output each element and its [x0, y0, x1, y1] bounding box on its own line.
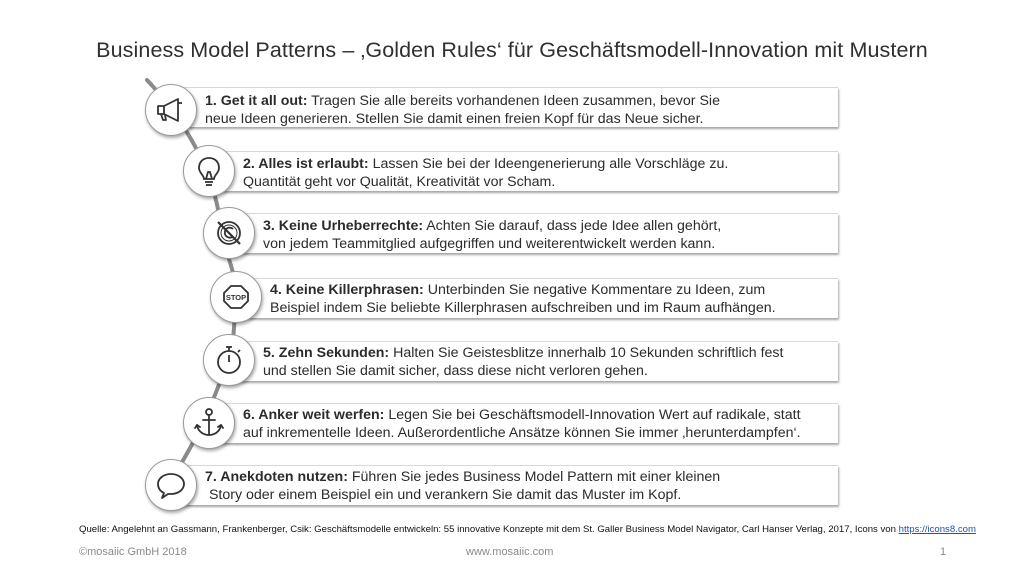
rule-line1-7: Führen Sie jedes Business Model Pattern mit einer kleinen	[347, 469, 721, 485]
rule-title-2: 2. Alles ist erlaubt:	[243, 156, 369, 172]
rule-line2-6: auf inkrementelle Ideen. Außerordentliche Ansätze können Sie immer ‚herunterdampfen‘.	[243, 425, 801, 441]
rule-line1-4: Unterbinden Sie negative Kommentare zu Ideen, zum	[423, 282, 766, 298]
stop-sign-icon	[211, 272, 261, 322]
rule-line2-5: und stellen Sie damit sicher, dass diese nicht verloren gehen.	[263, 363, 648, 379]
rule-line1-3: Achten Sie darauf, dass jede Idee allen gehört,	[423, 218, 722, 234]
icons8-link[interactable]: https://icons8.com	[898, 524, 976, 535]
stop-sign-label: STOP	[225, 293, 247, 302]
rule-title-7: 7. Anekdoten nutzen:	[205, 469, 348, 485]
rule-icon-circle-7	[145, 459, 197, 511]
rule-icon-circle-1	[145, 84, 197, 136]
rule-line1-5: Halten Sie Geistesblitze innerhalb 10 Sekunden schriftlich fest	[389, 345, 784, 361]
rule-title-5: 5. Zehn Sekunden:	[263, 345, 390, 361]
stopwatch-icon	[204, 335, 254, 385]
megaphone-icon	[146, 85, 196, 135]
page-title: Business Model Patterns – ‚Golden Rules‘ für Geschäftsmodell-Innovation mit Mustern	[96, 38, 928, 62]
rule-text-1	[205, 92, 720, 128]
footer-website: www.mosaiic.com	[466, 546, 554, 558]
rule-text-6	[243, 406, 801, 442]
rule-title-6: 6. Anker weit werfen:	[243, 407, 385, 423]
speech-bubble-icon	[146, 460, 196, 510]
source-citation	[79, 524, 976, 535]
rule-line1-2: Lassen Sie bei der Ideengenerierung alle Vorschläge zu.	[368, 156, 729, 172]
rule-text-3	[263, 217, 721, 253]
rule-text-7	[205, 468, 720, 504]
rule-text-4	[270, 281, 776, 317]
rule-line2-3: von jedem Teammitglied aufgegriffen und weiterentwickelt werden kann.	[263, 236, 716, 252]
source-text: Quelle: Angelehnt an Gassmann, Frankenberger, Csik: Geschäftsmodelle entwickeln: 55 innovative Konzepte mit dem St. Galler Business Model Navigator, Carl Hanser Verlag, 2017, Icons von	[79, 524, 899, 535]
rule-icon-circle-4	[210, 271, 262, 323]
lightbulb-icon	[184, 146, 234, 196]
rule-line2-4: Beispiel indem Sie beliebte Killerphrasen aufschreiben und im Raum aufhängen.	[270, 300, 776, 316]
footer-copyright: ©mosaiic GmbH 2018	[79, 546, 187, 558]
rule-line1-1: Tragen Sie alle bereits vorhandenen Ideen zusammen, bevor Sie	[307, 93, 720, 109]
rule-icon-circle-6	[183, 397, 235, 449]
rule-text-2	[243, 155, 728, 191]
rule-icon-circle-2	[183, 145, 235, 197]
rule-icon-circle-5	[203, 334, 255, 386]
no-copyright-icon	[204, 208, 254, 258]
anchor-icon	[184, 398, 234, 448]
rule-icon-circle-3	[203, 207, 255, 259]
rule-line1-6: Legen Sie bei Geschäftsmodell-Innovation Wert auf radikale, statt	[384, 407, 801, 423]
rule-title-1: 1. Get it all out:	[205, 93, 308, 109]
rule-line2-2: Quantität geht vor Qualität, Kreativität vor Scham.	[243, 174, 556, 190]
footer-page-number: 1	[940, 546, 947, 558]
rule-text-5	[263, 344, 783, 380]
rule-title-3: 3. Keine Urheberrechte:	[263, 218, 424, 234]
rule-line2-1: neue Ideen generieren. Stellen Sie damit einen freien Kopf für das Neue sicher.	[205, 111, 704, 127]
rule-title-4: 4. Keine Killerphrasen:	[270, 282, 424, 298]
rule-line2-7: Story oder einem Beispiel ein und verankern Sie damit das Muster im Kopf.	[205, 487, 682, 503]
